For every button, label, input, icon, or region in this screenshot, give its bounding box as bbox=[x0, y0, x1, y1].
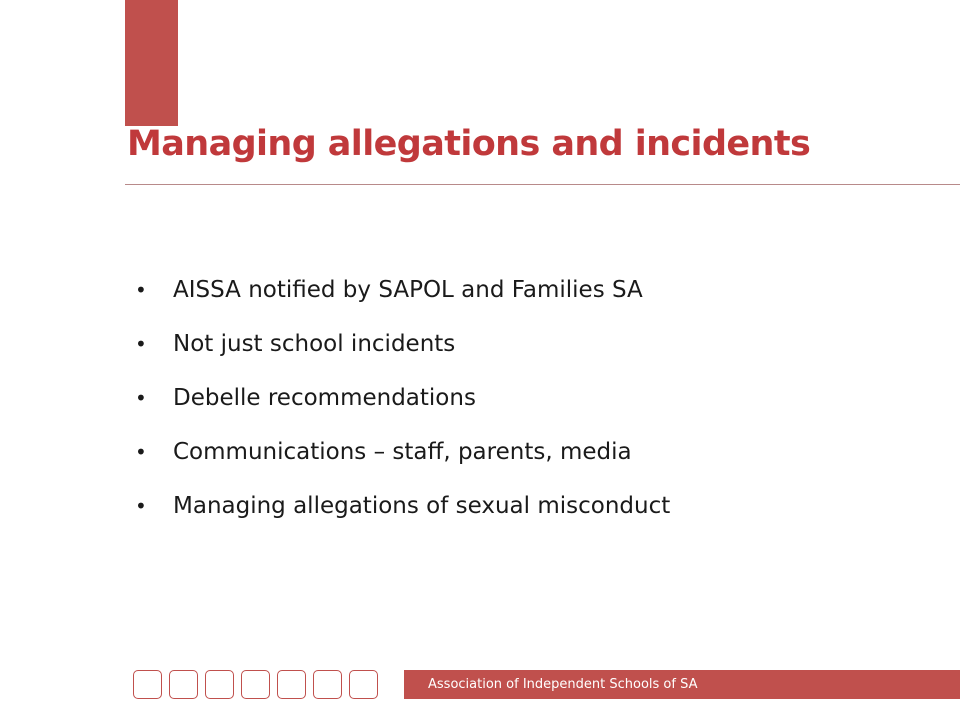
bullet-dot-icon: • bbox=[135, 278, 147, 302]
square-outline-icon bbox=[277, 670, 306, 699]
footer-organization: Association of Independent Schools of SA bbox=[428, 677, 698, 692]
bullet-text: Managing allegations of sexual misconduct bbox=[173, 493, 671, 519]
bullet-dot-icon: • bbox=[135, 386, 147, 410]
square-outline-icon bbox=[313, 670, 342, 699]
bullet-item bbox=[135, 380, 670, 434]
bullet-text: Debelle recommendations bbox=[173, 385, 476, 411]
bullet-item bbox=[135, 272, 670, 326]
square-outline-icon bbox=[133, 670, 162, 699]
bullet-item bbox=[135, 434, 670, 488]
square-outline-icon bbox=[241, 670, 270, 699]
square-outline-icon bbox=[205, 670, 234, 699]
decorative-squares bbox=[133, 670, 378, 699]
bullet-item bbox=[135, 326, 670, 380]
bullet-text: Communications – staff, parents, media bbox=[173, 439, 632, 465]
bullet-text: AISSA notified by SAPOL and Families SA bbox=[173, 277, 643, 303]
footer-bar bbox=[404, 670, 960, 699]
square-outline-icon bbox=[349, 670, 378, 699]
bullet-list bbox=[135, 272, 670, 542]
slide-title: Managing allegations and incidents bbox=[127, 124, 811, 164]
bullet-dot-icon: • bbox=[135, 332, 147, 356]
bullet-text: Not just school incidents bbox=[173, 331, 456, 357]
bullet-dot-icon: • bbox=[135, 440, 147, 464]
bullet-dot-icon: • bbox=[135, 494, 147, 518]
bullet-item bbox=[135, 488, 670, 542]
square-outline-icon bbox=[169, 670, 198, 699]
accent-bar bbox=[125, 0, 178, 126]
title-divider bbox=[125, 184, 960, 185]
